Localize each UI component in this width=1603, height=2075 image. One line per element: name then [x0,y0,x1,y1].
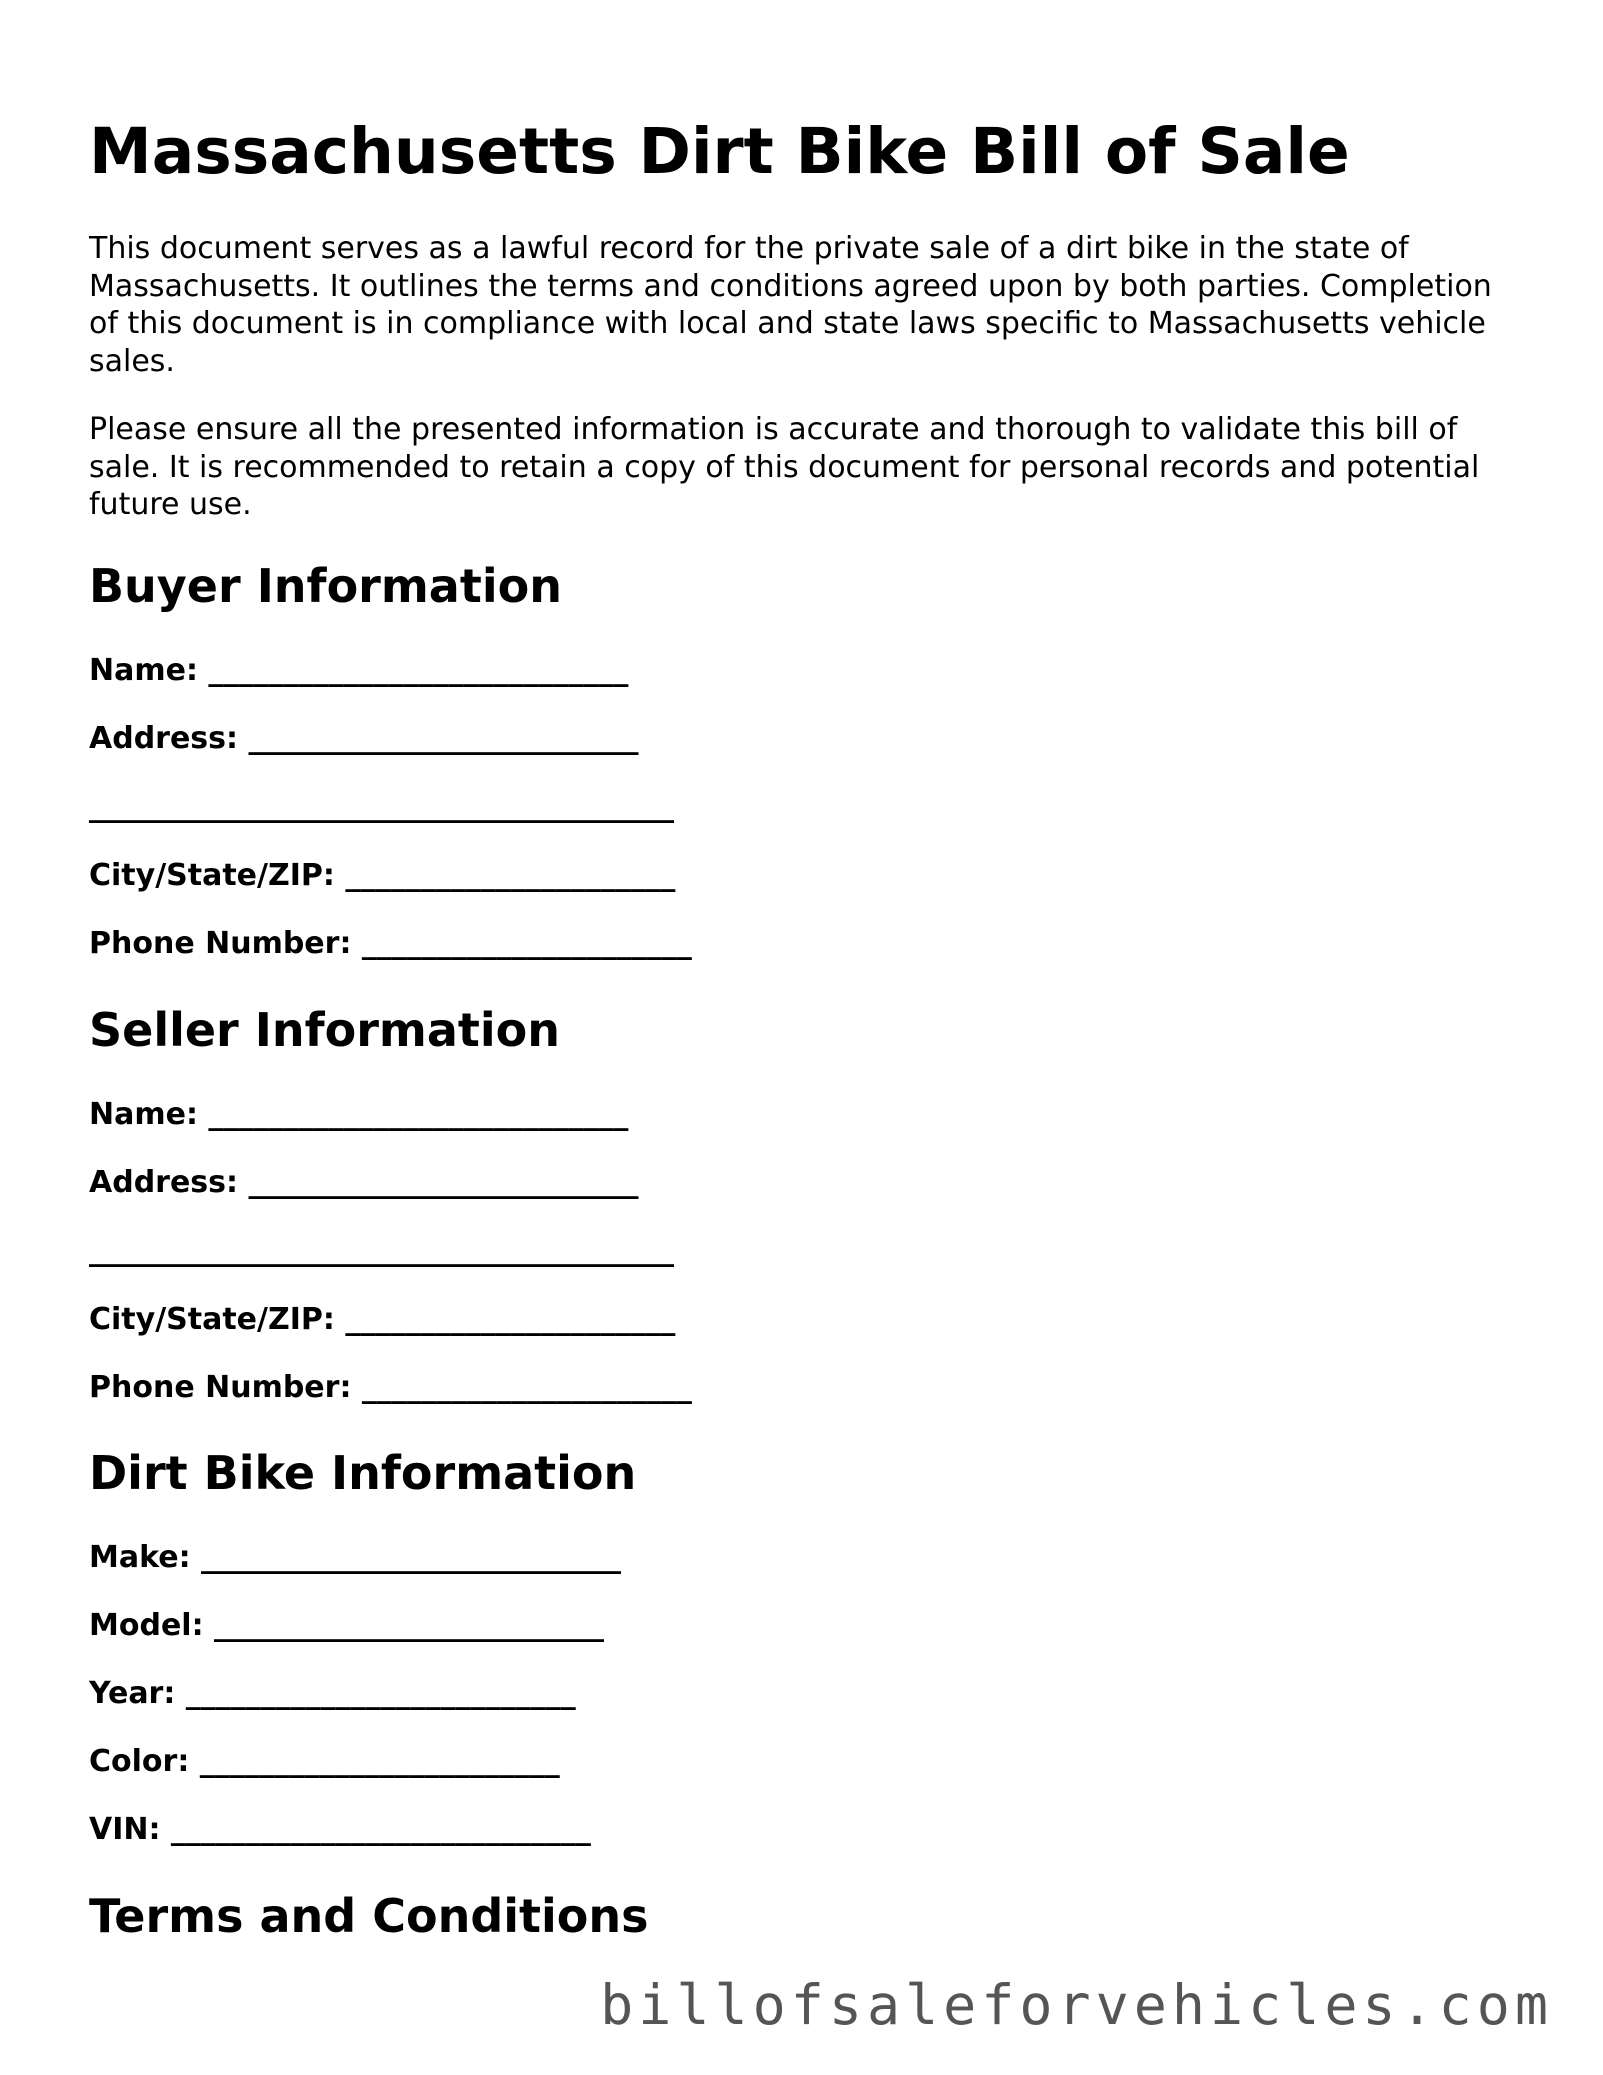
buyer-heading: Buyer Information [89,559,562,613]
document-title: Massachusetts Dirt Bike Bill of Sale [89,115,1350,188]
dirt-bike-year-field[interactable]: Year: __________________________ [89,1676,576,1711]
buyer-name-field[interactable]: Name: ____________________________ [89,653,629,688]
seller-heading: Seller Information [89,1003,561,1057]
intro-paragraph-2: Please ensure all the presented information is accurate and thorough to validate this bill of sale. It is recommended to retain a copy of this document for personal records and potential future use. [89,412,1480,522]
terms-heading: Terms and Conditions [89,1889,649,1943]
seller-name-field[interactable]: Name: ____________________________ [89,1097,629,1132]
watermark-text: billofsaleforvehicles.com [600,1973,1553,2037]
dirt-bike-model-field[interactable]: Model: __________________________ [89,1608,605,1643]
buyer-address-line2-field[interactable]: _______________________________________ [89,789,674,824]
buyer-phone-field[interactable]: Phone Number: ______________________ [89,926,692,961]
buyer-address-field[interactable]: Address: __________________________ [89,721,639,756]
dirt-bike-heading: Dirt Bike Information [89,1446,637,1500]
intro-paragraph-1: This document serves as a lawful record for the private sale of a dirt bike in the state of Massachusetts. It outlines the terms and conditions agreed upon by both parties. Completion of this document is in compliance with local and state laws specific to Massachusetts vehicle sales. [89,231,1492,379]
dirt-bike-color-field[interactable]: Color: ________________________ [89,1744,560,1779]
seller-phone-field[interactable]: Phone Number: ______________________ [89,1370,692,1405]
dirt-bike-vin-field[interactable]: VIN: ____________________________ [89,1812,591,1847]
dirt-bike-make-field[interactable]: Make: ____________________________ [89,1540,622,1575]
buyer-city-state-zip-field[interactable]: City/State/ZIP: ______________________ [89,858,676,893]
seller-address-line2-field[interactable]: _______________________________________ [89,1233,674,1268]
seller-city-state-zip-field[interactable]: City/State/ZIP: ______________________ [89,1302,676,1337]
seller-address-field[interactable]: Address: __________________________ [89,1165,639,1200]
